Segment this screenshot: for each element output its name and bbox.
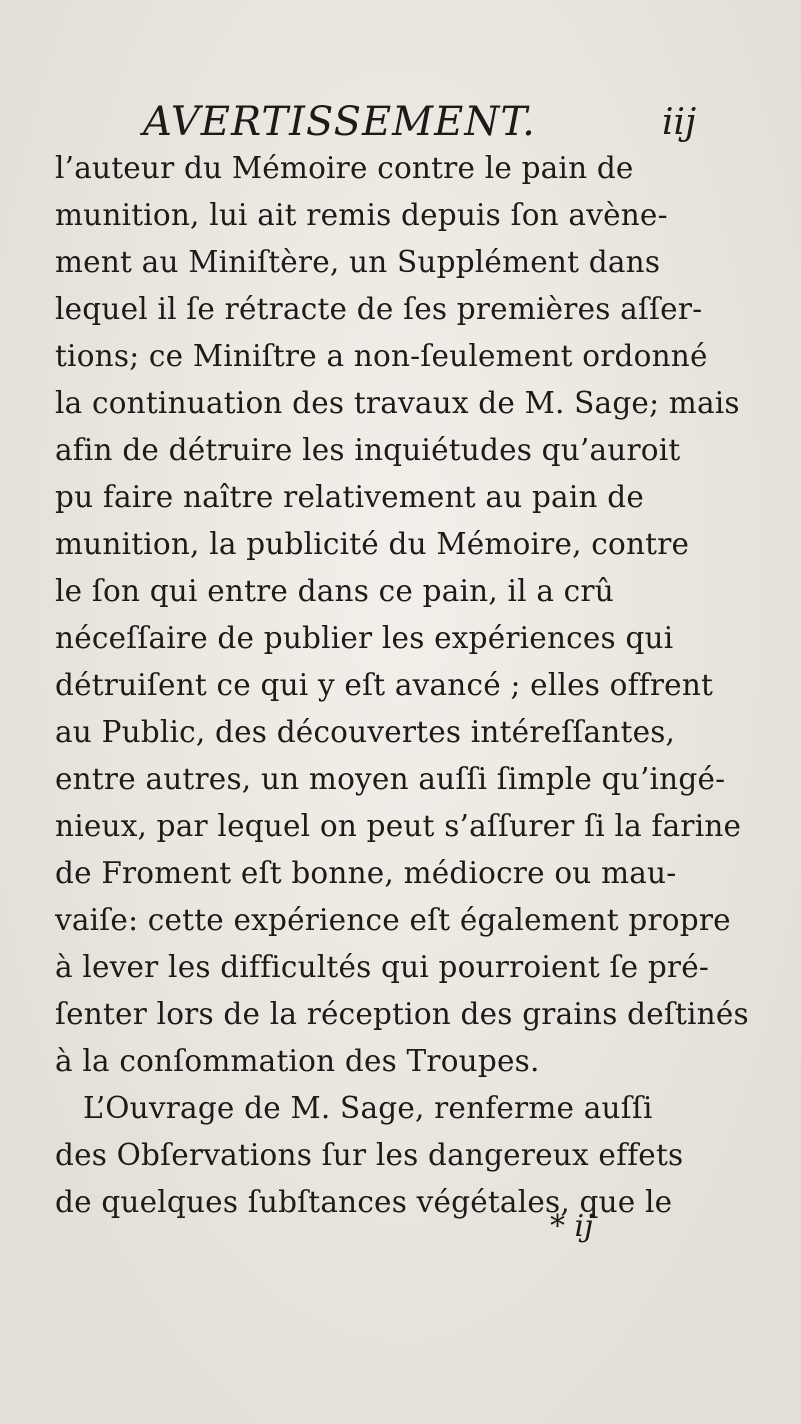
text-line: la continuation des travaux de M. Sage; mais bbox=[55, 386, 740, 420]
text-line: à la conſommation des Troupes. bbox=[55, 1044, 540, 1078]
body-text bbox=[55, 145, 761, 1226]
text-line: de Froment eſt bonne, médiocre ou mau- bbox=[55, 856, 677, 890]
paragraph-start-line: L’Ouvrage de M. Sage, renferme auſſi bbox=[83, 1091, 653, 1125]
text-line: l’auteur du Mémoire contre le pain de bbox=[55, 151, 634, 185]
text-line: le ſon qui entre dans ce pain, il a crû bbox=[55, 574, 614, 608]
text-line: lequel il ſe rétracte de ſes premières aſſer- bbox=[55, 292, 703, 326]
text-line: afin de détruire les inquiétudes qu’auroit bbox=[55, 433, 681, 467]
text-line: ſenter lors de la réception des grains deſtinés bbox=[55, 997, 749, 1031]
signature-mark: * ij bbox=[550, 1209, 594, 1244]
text-line: néceſſaire de publier les expériences qui bbox=[55, 621, 674, 655]
text-line: pu faire naître relativement au pain de bbox=[55, 480, 644, 514]
text-line: nieux, par lequel on peut s’aſſurer ſi la farine bbox=[55, 809, 742, 843]
text-line: vaiſe: cette expérience eſt également propre bbox=[55, 903, 731, 937]
text-line: ment au Miniſtère, un Supplément dans bbox=[55, 245, 661, 279]
text-line: entre autres, un moyen auſſi ſimple qu’ingé- bbox=[55, 762, 726, 796]
text-line: au Public, des découvertes intéreſſantes, bbox=[55, 715, 676, 749]
page-header bbox=[0, 92, 801, 152]
text-line: munition, lui ait remis depuis ſon avène- bbox=[55, 198, 668, 232]
text-line: de quelques ſubſtances végétales, que le bbox=[55, 1185, 673, 1219]
text-line: des Obſervations ſur les dangereux effets bbox=[55, 1138, 684, 1172]
text-line: tions; ce Miniſtre a non-ſeulement ordonné bbox=[55, 339, 708, 373]
page-number: iij bbox=[662, 102, 697, 143]
text-line: à lever les difficultés qui pourroient ſe pré- bbox=[55, 950, 710, 984]
running-title: AVERTISSEMENT. bbox=[143, 99, 536, 145]
text-line: détruiſent ce qui y eſt avancé ; elles offrent bbox=[55, 668, 714, 702]
text-line: munition, la publicité du Mémoire, contre bbox=[55, 527, 690, 561]
